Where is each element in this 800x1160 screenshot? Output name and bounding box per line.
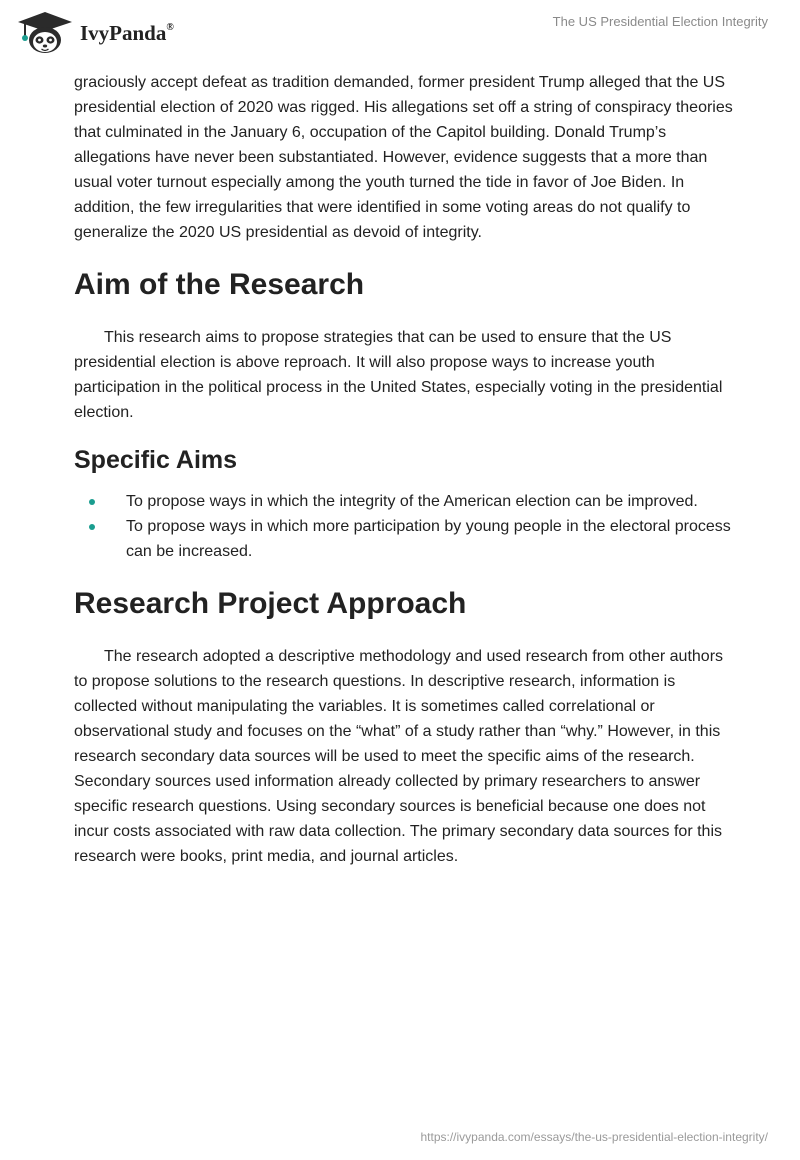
list-item	[74, 514, 734, 564]
specific-aims-heading: Specific Aims	[74, 446, 238, 474]
approach-paragraph: The research adopted a descriptive methodology and used research from other authors to propose solutions to the research questions. In descriptive research, information is collected without manipulating the variables. It is sometimes called correlational or observational study and focuses on the “what” of a study rather than “why.” However, in this research secondary data sources will be used to meet the specific aims of the research. Secondary sources used information already collected by primary researchers to answer specific research questions. Using secondary sources is beneficial because one does not incur costs associated with raw data collection. The primary secondary data sources for this research were books, print media, and journal articles.	[74, 648, 724, 865]
aim-heading: Aim of the Research	[74, 268, 365, 301]
list-item-text: To propose ways in which the integrity of the American election can be improved.	[126, 493, 698, 510]
intro-paragraph: graciously accept defeat as tradition demanded, former president Trump alleged that the US presidential election of 2020 was rigged. His allegations set off a string of conspiracy theories that culminated in the January 6, occupation of the Capitol building. Donald Trump’s allegations have never been substantiated. However, evidence suggests that a more than usual voter turnout especially among the youth turned the tide in favor of Joe Biden. In addition, the few irregularities that were identified in some voting areas do not qualify to generalize the 2020 US presidential as devoid of integrity.	[74, 74, 733, 241]
bullet-icon	[89, 499, 95, 505]
aim-paragraph: This research aims to propose strategies that can be used to ensure that the US presidential election is above reproach. It will also propose ways to increase youth participation in the political process in the United States, especially voting in the presidential election.	[74, 329, 723, 421]
bullet-icon	[89, 524, 95, 530]
logo-text: IvyPanda®	[80, 20, 174, 45]
panda-logo-icon	[16, 9, 74, 55]
list-item	[74, 489, 734, 514]
source-url-link[interactable]: https://ivypanda.com/essays/the-us-presidential-election-integrity/	[420, 1130, 768, 1144]
specific-aims-list	[74, 489, 734, 564]
logo[interactable]	[16, 8, 174, 56]
document-title: The US Presidential Election Integrity	[552, 14, 768, 29]
list-item-text: To propose ways in which more participation by young people in the electoral process can be increased.	[126, 518, 731, 560]
approach-heading: Research Project Approach	[74, 587, 467, 620]
article-body	[74, 70, 734, 869]
